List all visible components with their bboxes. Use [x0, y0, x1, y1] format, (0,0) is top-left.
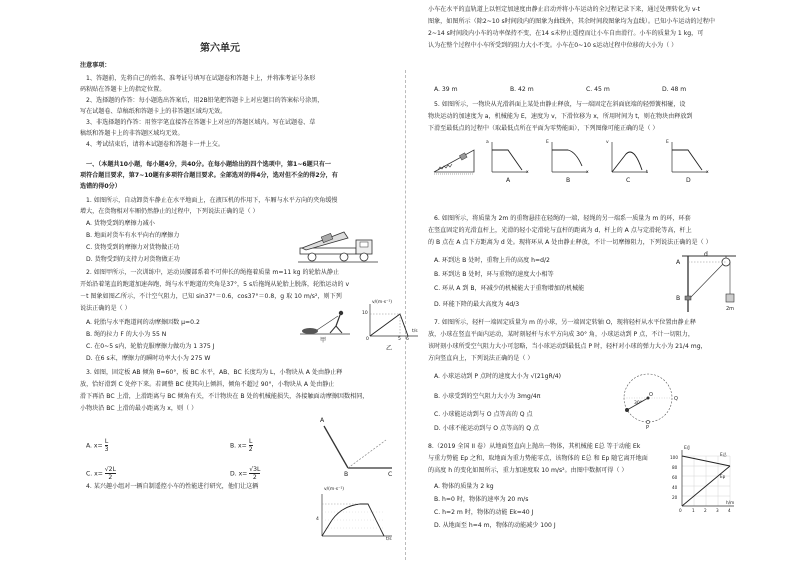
notice-line: 3、非选择题的作答：用签字笔直接答在答题卡上对应的答题区域内。写在试题卷、草	[86, 119, 316, 126]
graph-label-a: A	[506, 177, 511, 184]
q6-option-c: C. 环从 A 到 B，环减少的机械能大于重物增加的机械能	[434, 285, 585, 292]
mass-label: 2m	[726, 306, 735, 312]
section-heading: 一、（本题共10小题，每小题4分，共40分。在每小题给出的四个选项中，第1~6题只有一	[86, 161, 332, 168]
graph-xtick: 4	[728, 508, 731, 513]
graph-xlabel: x	[706, 170, 709, 175]
q5-stem: 下滑至最低点的过程中（取最低点所在平面为零势能面），下列图像可能正确的是（ ）	[428, 125, 659, 132]
point-label-b: B	[344, 471, 349, 478]
q4-stem: 4. 某兴趣小组对一辆自制遥控小车的性能进行研究，他们让这辆	[86, 483, 259, 490]
graph-ytick: 20	[672, 495, 678, 500]
q7-stem: 7. 如图所示，轻杆一端固定质量为 m 的小球，另一端固定转轴 O，现将轻杆从水平位置由静止释	[434, 319, 696, 326]
notice-line: 码粘贴在答题卡上的指定位置。	[80, 86, 166, 93]
q4-option-d: D. 48 m	[662, 86, 687, 93]
graph-ylabel: E/J	[684, 446, 690, 451]
graph-ylabel: E	[666, 140, 669, 145]
series-label-etotal: E总	[720, 452, 727, 457]
rotating-rod-figure	[616, 366, 680, 430]
q3-option-a: A. x= $\frac{L}{3}$	[86, 438, 109, 453]
q1-stem: 1. 如图所示，自动卸货车静止在水平地面上，在液压机的作用下，车厢与水平方向的夹角缓慢	[86, 197, 338, 204]
q2-vt-graph	[362, 300, 420, 352]
notice-line: 2、选择题的作答：每小题选出答案后，用2B铅笔把答题卡上对应题目的答案标号涂黑，	[86, 97, 324, 104]
q7-option-c: C. 小球能运动到与 O 点等高的 Q 点	[434, 411, 533, 418]
q2-option-d: D. 在6 s末，摩擦力的瞬时功率大小为 275 W	[86, 355, 211, 362]
q3-stem: 滑下再沿 BC 上滑，上滑距离与 BC 倾角有关，不计物块在 B 处的机械能损失，各接触面动摩擦因数相同，	[80, 393, 369, 400]
q5-graph-a	[486, 140, 530, 184]
q1-option-c: C. 货物受到的摩擦力对货物做正功	[86, 244, 180, 251]
notice-line: 1、答题前，先将自己的姓名、准考证号填写在试题卷和答题卡上，并将准考证号条形	[86, 75, 316, 82]
incline-figure	[320, 417, 396, 480]
q2-stem: 说法正确的是（ ）	[80, 305, 131, 312]
pivot-label-o: O	[649, 392, 653, 398]
angle-label: 30°	[634, 401, 642, 406]
graph-label-d: D	[686, 177, 691, 184]
graph-xlabel: t/s	[412, 329, 418, 334]
graph-ylabel: v/(m·s⁻¹)	[372, 300, 393, 305]
q3-option-c: C. x= $\frac{√2L}{2}$	[86, 466, 116, 481]
page-title: 第六单元	[200, 43, 240, 54]
graph-xlabel: t/s	[386, 537, 392, 542]
q6-option-d: D. 环能下降的最大高度为 4d/3	[434, 301, 520, 308]
q1-option-d: D. 货物受到的支持力对货物做正功	[86, 256, 180, 263]
graph-ytick: 40	[672, 485, 678, 490]
graph-ytick: 10	[362, 311, 368, 316]
q4-stem: 图象，如图所示（除2~10 s时间段内的图象为曲线外，其余时间段图象均为直线）。已知小车运动的过程中	[428, 18, 715, 25]
q8-option-a: A. 物体的质量为 2 kg	[434, 483, 494, 490]
graph-xtick: 0	[679, 508, 682, 513]
q8-stem: 与重力势能 Ep 之和，取地面为重力势能零点，该物体的 E总 和 Ep 随它离开地面	[428, 455, 648, 462]
q1-option-a: A. 货物受到的摩擦力减小	[86, 220, 155, 227]
q3-option-b: B. x= $\frac{L}{2}$	[230, 438, 253, 453]
spring-incline-figure	[432, 142, 476, 176]
q7-stem: 该时刻小球所受空气阻力大小可忽略，当小球运动到最低点 P 时，轻杆对小球的弹力大小为 21/4 mg，	[428, 343, 707, 350]
graph-xlabel: t	[646, 170, 648, 175]
q2-option-a: A. 轮胎与水平跑道间的动摩擦因数 μ=0.2	[86, 319, 200, 326]
graph-ytick: 4	[316, 517, 319, 522]
section-heading: 项符合题目要求，第7~10题有多项符合题目要求。全部选对的得4分，选对但不全的得2分，有	[80, 172, 338, 179]
q5-graph-c	[606, 140, 650, 184]
q3-stem: 小物块沿 BC 上滑的最小距离为 x，则（ ）	[80, 405, 198, 412]
q8-stem: 8.（2019 全国 II 卷）从地面竖直向上抛出一物体，其机械能 E总 等于动能 Ek	[428, 443, 641, 450]
q6-stem: 的 B 点在 A 点下方距离为 d 处。现将环从 A 处由静止释放，不计一切摩擦阻力，下列说法正确的是（ ）	[428, 239, 712, 246]
notice-heading: 注意事项：	[80, 62, 111, 69]
q7-option-d: D. 小球不能运动到与 O 点等高的 Q 点	[434, 425, 540, 432]
q5-stem: 5. 如图所示，一物块从光滑斜面上某处由静止释放，与一端固定在斜面底端的轻弹簧相碰，设	[434, 101, 686, 108]
q8-option-c: C. h=2 m 时，物体的动能 Ek=40 J	[434, 509, 534, 516]
q3-stem: 3. 如图，固定板 AB 倾角 θ=60°，板 BC 水平，AB、BC 长度均为 L，小物块从 A 处由静止释	[86, 369, 343, 376]
q2-option-c: C. 在0~5 s内，轮胎克服摩擦力做功为 1 375 J	[86, 343, 215, 350]
q4-option-c: C. 45 m	[586, 86, 610, 93]
q3-option-d: D. x= $\frac{√3L}{2}$	[230, 466, 261, 481]
graph-label-b: B	[566, 177, 571, 184]
q4-vt-graph	[314, 487, 394, 544]
q3-stem: 放，恰好滑到 C 处停下来。若调整 BC 使其向上倾斜，倾角不超过 90°，小物块从 A 处由静止	[80, 381, 335, 388]
point-label-c: C	[388, 471, 393, 478]
q5-stem: 物块运动的加速度为 a，机械能为 E，速度为 v，下滑位移为 x，所用时间为 t，则在物块由释放到	[428, 113, 693, 120]
point-label-b: B	[676, 295, 681, 302]
graph-xtick: 0	[366, 337, 369, 342]
notice-line: 4、考试结束后，请将本试题卷和答题卡一并上交。	[86, 141, 224, 148]
dump-truck-figure	[298, 222, 378, 264]
graph-xtick: 2	[704, 508, 707, 513]
q6-option-b: B. 环到达 B 处时，环与重物的速度大小相等	[434, 271, 554, 278]
fig-label-yi: 乙	[386, 345, 393, 352]
graph-xlabel: h/m	[726, 500, 735, 505]
section-heading: 选错的得0分）	[80, 183, 121, 190]
tire-pull-figure	[300, 308, 350, 342]
q7-stem: 放，小球在竖直平面内运动，某时刻轻杆与水平方向成 30° 角，小球运动到 P 点，不计一切阻力，	[428, 331, 694, 338]
graph-xtick: 6	[406, 337, 409, 342]
q4-option-a: A. 39 m	[434, 86, 458, 93]
fig-label-jia: 甲	[320, 337, 327, 344]
q8-option-d: D. 从地面至 h=4 m，物体的动能减少 100 J	[434, 522, 556, 529]
graph-ylabel: a	[486, 140, 489, 145]
q6-stem: 在竖直固定的光滑直杆上，光滑的轻小定滑轮与直杆的距离为 d，杆上的 A 点与定滑轮等高，杆上	[428, 227, 692, 234]
q2-stem: －t 图象如图乙所示，不计空气阻力，已知 sin37°＝0.6，cos37°＝0.8，g 取 10 m/s²，则下列	[80, 293, 342, 300]
q2-stem: 2. 如图甲所示，一次训练中，运动员腰部系着不可伸长的绳拖着质量 m=11 kg 的轮胎从静止	[86, 269, 340, 276]
pulley-figure	[676, 251, 738, 314]
q5-graph-d	[666, 140, 710, 184]
notice-line: 写在试题卷、草稿纸和答题卡上的非答题区域均无效。	[80, 108, 227, 115]
distance-label-d: d	[704, 251, 708, 258]
q7-stem: 方向竖直向上，下列说法正确的是（ ）	[428, 355, 534, 362]
q5-graph-b	[546, 140, 590, 184]
q8-option-b: B. h=0 时，物体的速率为 20 m/s	[434, 496, 529, 503]
graph-xtick: 3	[716, 508, 719, 513]
point-label-p: P	[646, 425, 650, 431]
graph-ytick: 60	[672, 475, 678, 480]
q2-stem: 开始沿着笔直的跑道加速奔跑，绳与水平跑道的夹角是37°，5 s后拖绳从轮胎上脱落，轮胎运动的 v	[80, 281, 350, 288]
q6-option-a: A. 环到达 B 处时，重物上升的高度 h=d/2	[434, 257, 550, 264]
q4-option-b: B. 42 m	[510, 86, 534, 93]
graph-ytick: 100	[670, 455, 678, 460]
graph-ytick: 80	[672, 465, 678, 470]
q7-option-b: B. 小球受到的空气阻力大小为 3mg/4π	[434, 393, 541, 400]
series-label-ep: Ep	[720, 474, 726, 479]
q4-stem: 小车在水平的直轨道上以恒定加速度由静止启动并将小车运动的全过程记录下来，通过处理转化为 v-t	[428, 6, 700, 13]
q6-stem: 6. 如图所示，将质量为 2m 的重物悬挂在轻绳的一端，轻绳的另一端系一质量为 m 的环，环套	[434, 215, 691, 222]
graph-xlabel: x	[526, 170, 529, 175]
q1-stem: 增大，在货物相对车厢仍然静止的过程中，下列说法正确的是（ ）	[80, 208, 259, 215]
q8-stem: 的高度 h 的变化如图所示，重力加速度取 10 m/s²。由图中数据可得（ ）	[428, 467, 628, 474]
graph-xtick: 1	[692, 508, 695, 513]
graph-ylabel: E	[546, 140, 549, 145]
q4-stem: 认为在整个过程中小车所受到的阻力大小不变。小车在0~10 s运动过程中位移的大小为（ ）	[428, 42, 678, 49]
point-label-q: Q	[674, 396, 678, 402]
graph-xlabel: x	[586, 170, 589, 175]
graph-ylabel: v	[606, 140, 609, 145]
notice-line: 稿纸和答题卡上的非答题区域均无效。	[80, 130, 184, 137]
point-label-a: A	[320, 417, 325, 424]
q2-option-b: B. 绳的拉力 F 的大小为 55 N	[86, 331, 167, 338]
graph-xtick: 5	[398, 337, 401, 342]
q4-stem: 2~14 s时间段内小车的功率保持不变，在14 s末停止遥控而让小车自由滑行。小车的质量为 1 kg，可	[428, 30, 704, 37]
energy-height-graph	[670, 446, 736, 513]
graph-ylabel: v/(m·s⁻¹)	[324, 487, 345, 492]
graph-label-c: C	[626, 177, 631, 184]
point-label-a: A	[676, 259, 681, 266]
q7-option-a: A. 小球运动到 P 点时的速度大小为 √(21gR/4)	[434, 373, 562, 380]
q1-option-b: B. 地面对货车有水平向右的摩擦力	[86, 232, 180, 239]
